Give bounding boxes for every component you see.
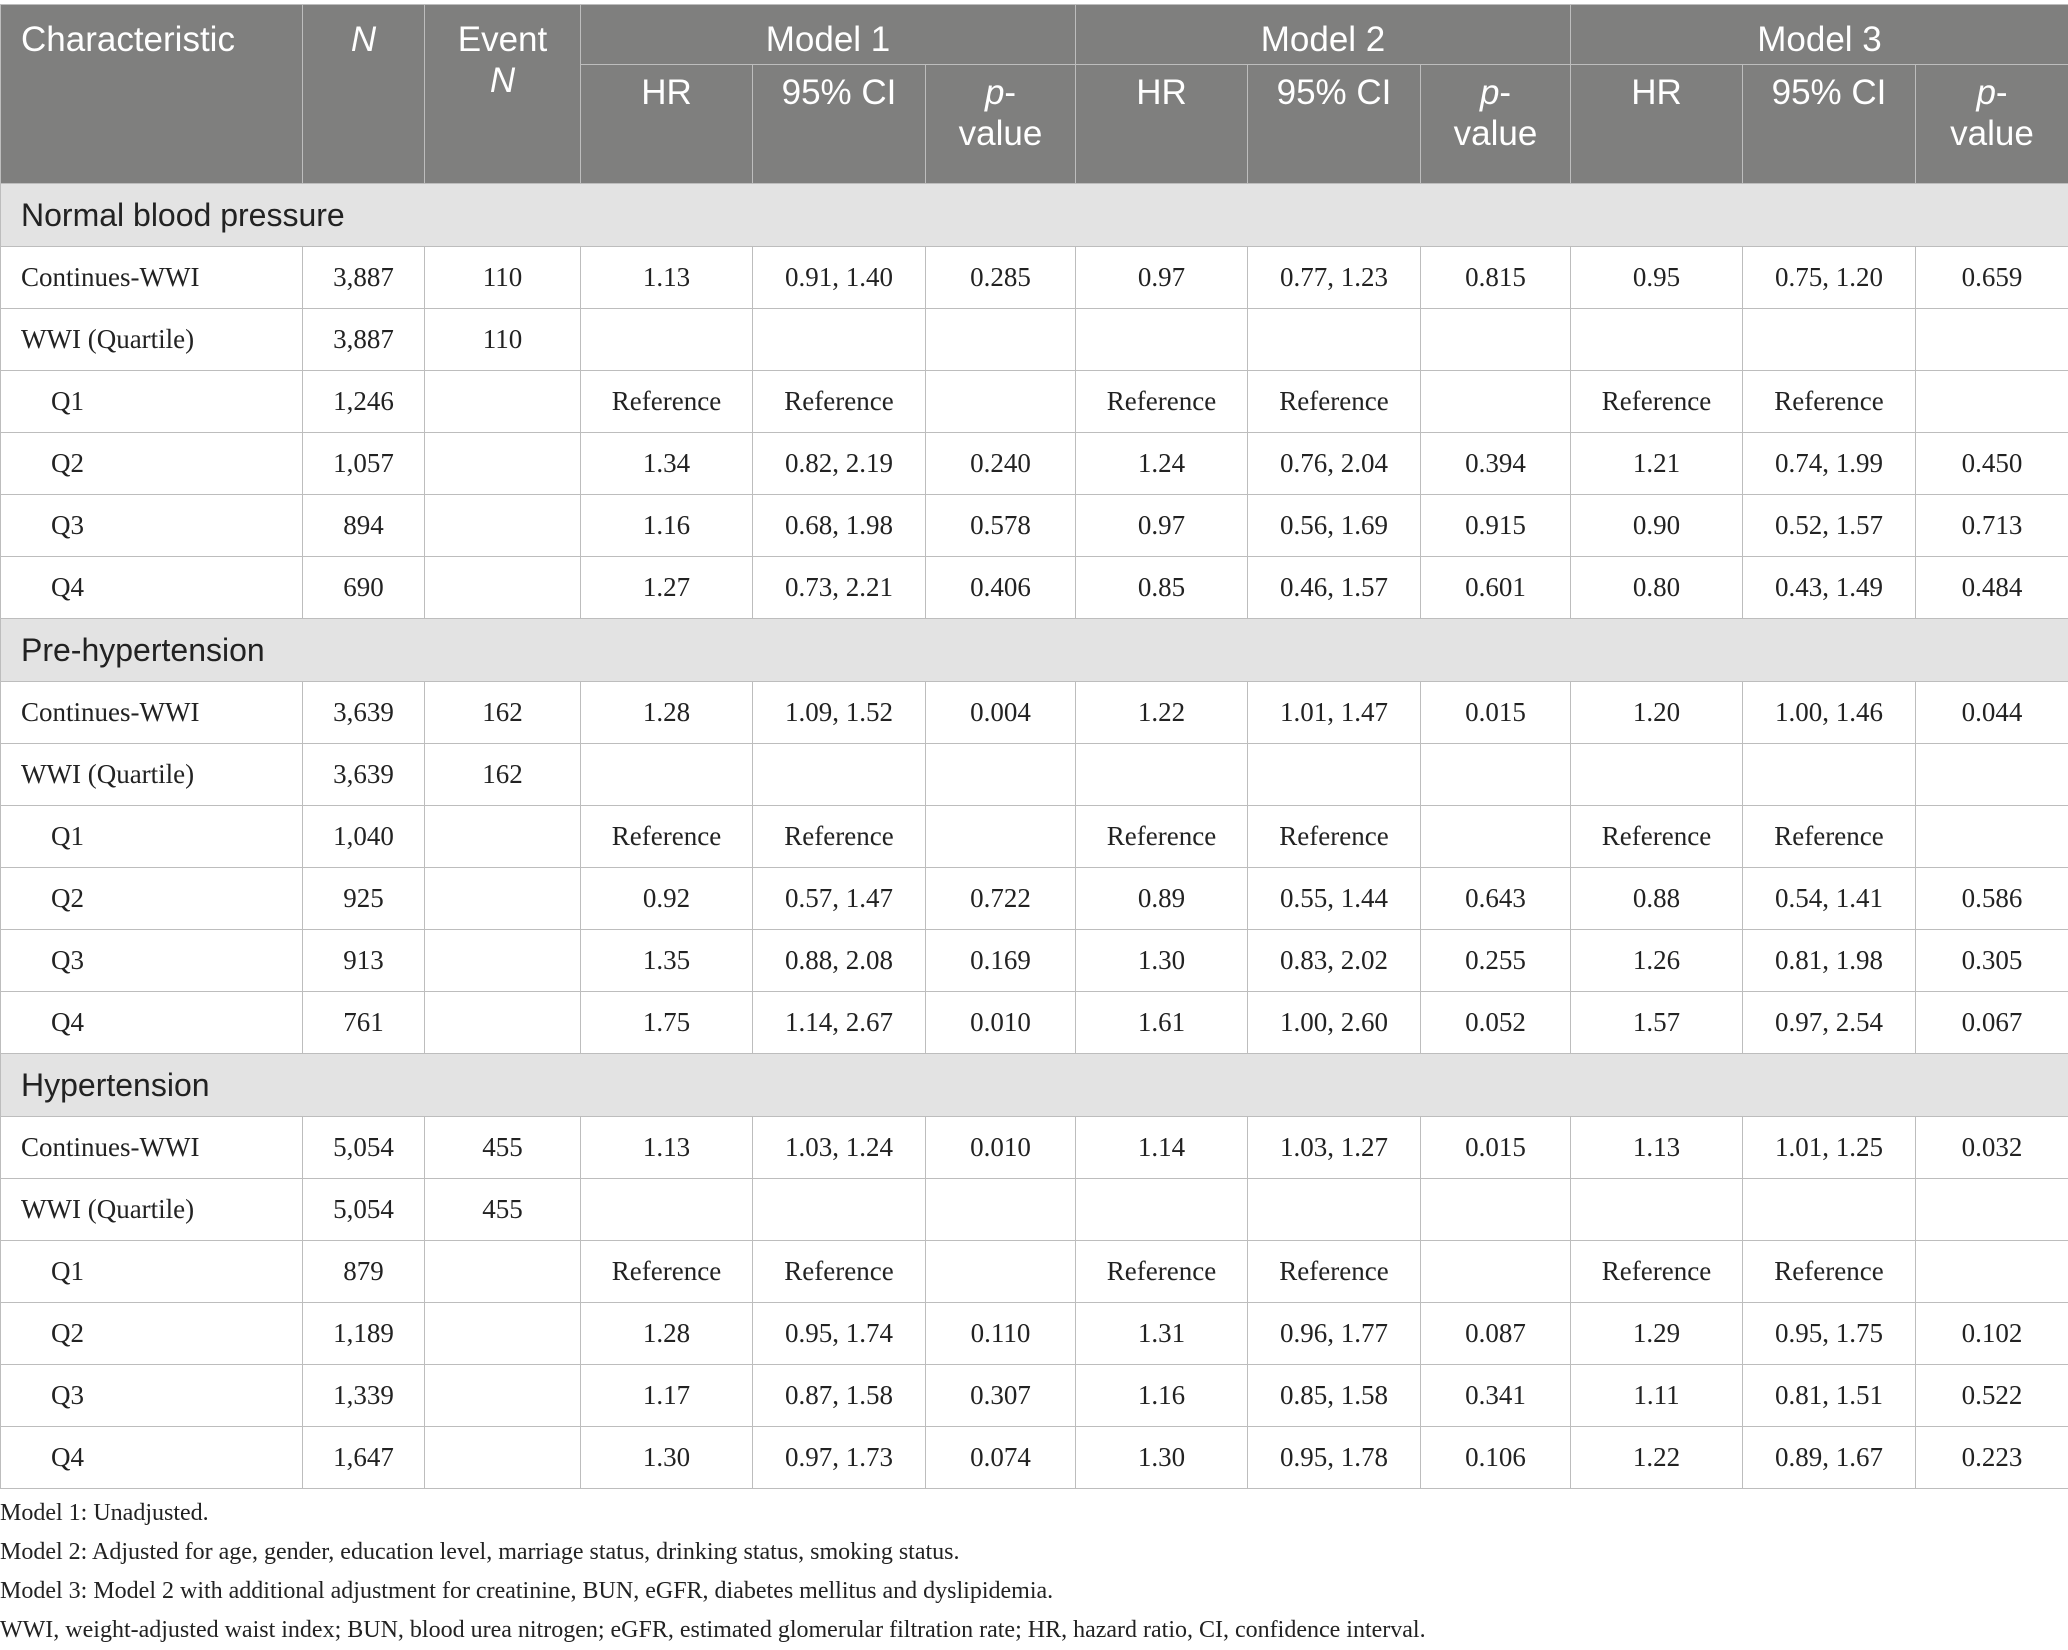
table-cell: 913: [303, 930, 425, 992]
table-row: [1, 1427, 2068, 1489]
table-cell: 1.31: [1076, 1303, 1248, 1365]
table-cell: 0.010: [926, 1117, 1076, 1179]
table-cell: 455: [425, 1179, 581, 1241]
table-cell: 1.13: [581, 247, 753, 309]
table-cell: 1.34: [581, 433, 753, 495]
table-cell: 0.169: [926, 930, 1076, 992]
table-cell: [425, 868, 581, 930]
table-cell: 0.91, 1.40: [753, 247, 926, 309]
table-cell: 0.89, 1.67: [1743, 1427, 1916, 1489]
table-cell: 1,189: [303, 1303, 425, 1365]
table-cell: 0.95, 1.78: [1248, 1427, 1421, 1489]
table-cell: 0.56, 1.69: [1248, 495, 1421, 557]
row-label: Continues-WWI: [1, 247, 303, 309]
table-cell: 0.74, 1.99: [1743, 433, 1916, 495]
table-cell: 110: [425, 247, 581, 309]
table-cell: 0.77, 1.23: [1248, 247, 1421, 309]
header-p-dash: -: [1004, 73, 1016, 112]
table-cell: 0.85, 1.58: [1248, 1365, 1421, 1427]
table-cell: [1571, 1179, 1743, 1241]
table-body: [1, 184, 2068, 1489]
table-cell: 0.044: [1916, 682, 2068, 744]
table-cell: Reference: [1571, 371, 1743, 433]
table-cell: Reference: [581, 371, 753, 433]
row-label: Q4: [1, 992, 303, 1054]
table-row: [1, 992, 2068, 1054]
table-cell: 1.24: [1076, 433, 1248, 495]
table-cell: [581, 1179, 753, 1241]
table-cell: 0.81, 1.98: [1743, 930, 1916, 992]
header-p-dash: -: [1996, 73, 2008, 112]
table-cell: 690: [303, 557, 425, 619]
table-cell: 0.915: [1421, 495, 1571, 557]
table-row: [1, 1241, 2068, 1303]
table-cell: [425, 433, 581, 495]
table-cell: [425, 495, 581, 557]
table-cell: [1248, 309, 1421, 371]
table-cell: 162: [425, 682, 581, 744]
header-characteristic: Characteristic: [1, 5, 303, 184]
table-cell: Reference: [1743, 1241, 1916, 1303]
table-cell: [425, 1241, 581, 1303]
table-cell: 0.110: [926, 1303, 1076, 1365]
header-ci: 95% CI: [1248, 65, 1421, 184]
table-cell: 1.30: [581, 1427, 753, 1489]
table-cell: 0.43, 1.49: [1743, 557, 1916, 619]
table-cell: [753, 744, 926, 806]
header-ci: 95% CI: [1743, 65, 1916, 184]
table-cell: [753, 309, 926, 371]
section-title: Pre-hypertension: [1, 619, 2068, 682]
table-cell: [1916, 806, 2068, 868]
table-row: [1, 930, 2068, 992]
table-cell: 0.54, 1.41: [1743, 868, 1916, 930]
row-label: Q1: [1, 1241, 303, 1303]
table-row: [1, 371, 2068, 433]
table-cell: [1421, 744, 1571, 806]
table-cell: Reference: [753, 806, 926, 868]
table-cell: 0.394: [1421, 433, 1571, 495]
table-cell: Reference: [753, 1241, 926, 1303]
table-cell: 894: [303, 495, 425, 557]
table-cell: 1.29: [1571, 1303, 1743, 1365]
table-cell: 1.30: [1076, 1427, 1248, 1489]
table-cell: 1.22: [1571, 1427, 1743, 1489]
table-cell: [425, 806, 581, 868]
table-cell: 1.30: [1076, 930, 1248, 992]
table-cell: 0.815: [1421, 247, 1571, 309]
table-header: [1, 5, 2068, 184]
row-label: Q2: [1, 868, 303, 930]
header-model-2: Model 2: [1076, 5, 1571, 65]
table-row: [1, 682, 2068, 744]
table-cell: [926, 1241, 1076, 1303]
table-cell: 1.21: [1571, 433, 1743, 495]
row-label: Q3: [1, 1365, 303, 1427]
table-cell: Reference: [1076, 371, 1248, 433]
table-cell: 0.223: [1916, 1427, 2068, 1489]
table-cell: [1248, 1179, 1421, 1241]
table-cell: [926, 806, 1076, 868]
row-label: Q2: [1, 433, 303, 495]
table-cell: 0.88: [1571, 868, 1743, 930]
table-cell: 455: [425, 1117, 581, 1179]
header-p-letter: p: [1480, 73, 1499, 112]
table-cell: 0.106: [1421, 1427, 1571, 1489]
table-cell: 0.255: [1421, 930, 1571, 992]
table-cell: Reference: [1248, 371, 1421, 433]
table-cell: Reference: [1248, 806, 1421, 868]
table-cell: [1916, 744, 2068, 806]
table-cell: 0.95: [1571, 247, 1743, 309]
table-cell: 110: [425, 309, 581, 371]
table-cell: [1743, 744, 1916, 806]
section-row: [1, 184, 2068, 247]
table-cell: 0.601: [1421, 557, 1571, 619]
header-model-1: Model 1: [581, 5, 1076, 65]
table-cell: 0.97: [1076, 247, 1248, 309]
table-cell: 1.16: [1076, 1365, 1248, 1427]
table-cell: Reference: [581, 806, 753, 868]
table-cell: [926, 744, 1076, 806]
table-cell: 925: [303, 868, 425, 930]
table-row: [1, 1365, 2068, 1427]
table-cell: 0.713: [1916, 495, 2068, 557]
header-hr: HR: [1571, 65, 1743, 184]
header-p-word: value: [1950, 114, 2034, 153]
table-cell: 0.87, 1.58: [753, 1365, 926, 1427]
table-cell: [1916, 1179, 2068, 1241]
table-cell: Reference: [581, 1241, 753, 1303]
table-cell: 0.074: [926, 1427, 1076, 1489]
footnote: WWI, weight-adjusted waist index; BUN, blood urea nitrogen; eGFR, estimated glomerular filtration rate; HR, hazard ratio, CI, confidence interval.: [0, 1611, 1426, 1650]
table-cell: 1.26: [1571, 930, 1743, 992]
section-row: [1, 619, 2068, 682]
row-label: Q1: [1, 806, 303, 868]
table-cell: 0.586: [1916, 868, 2068, 930]
table-cell: [1916, 371, 2068, 433]
table-cell: 1.28: [581, 1303, 753, 1365]
table-cell: 0.82, 2.19: [753, 433, 926, 495]
header-p-value: [1916, 65, 2068, 184]
table-cell: 1.11: [1571, 1365, 1743, 1427]
table-cell: Reference: [1571, 806, 1743, 868]
row-label: Q4: [1, 1427, 303, 1489]
header-event-n-text: N: [490, 61, 515, 100]
table-cell: 0.96, 1.77: [1248, 1303, 1421, 1365]
footnote: Model 3: Model 2 with additional adjustment for creatinine, BUN, eGFR, diabetes mellitus and dyslipidemia.: [0, 1572, 1426, 1611]
header-p-value: [926, 65, 1076, 184]
table-cell: [425, 371, 581, 433]
table-cell: 0.722: [926, 868, 1076, 930]
section-title: Hypertension: [1, 1054, 2068, 1117]
header-p-word: value: [959, 114, 1043, 153]
row-label: WWI (Quartile): [1, 744, 303, 806]
table-cell: [425, 930, 581, 992]
row-label: Q1: [1, 371, 303, 433]
table-cell: 1.16: [581, 495, 753, 557]
table-cell: 3,887: [303, 309, 425, 371]
table-cell: 3,639: [303, 682, 425, 744]
table-cell: 0.90: [1571, 495, 1743, 557]
header-p-letter: p: [985, 73, 1004, 112]
table-row: [1, 495, 2068, 557]
table-row: [1, 744, 2068, 806]
table-cell: [1421, 1241, 1571, 1303]
table-cell: [425, 1303, 581, 1365]
table-cell: [425, 1365, 581, 1427]
table-cell: 0.83, 2.02: [1248, 930, 1421, 992]
table-cell: 1.57: [1571, 992, 1743, 1054]
table-cell: [1076, 309, 1248, 371]
header-hr: HR: [1076, 65, 1248, 184]
table-cell: 1,040: [303, 806, 425, 868]
table-cell: 3,639: [303, 744, 425, 806]
table-cell: 1.13: [581, 1117, 753, 1179]
table-row: [1, 1117, 2068, 1179]
table-cell: 162: [425, 744, 581, 806]
row-label: Q3: [1, 930, 303, 992]
row-label: Continues-WWI: [1, 682, 303, 744]
table-cell: 0.92: [581, 868, 753, 930]
table-cell: 0.015: [1421, 682, 1571, 744]
table-cell: 0.76, 2.04: [1248, 433, 1421, 495]
footnote: Model 2: Adjusted for age, gender, education level, marriage status, drinking status, smoking status.: [0, 1533, 1426, 1572]
table-cell: 1,339: [303, 1365, 425, 1427]
table-cell: 1,057: [303, 433, 425, 495]
table-cell: [926, 1179, 1076, 1241]
header-model-3: Model 3: [1571, 5, 2068, 65]
table-cell: 1.22: [1076, 682, 1248, 744]
table-cell: 0.97: [1076, 495, 1248, 557]
table-cell: 0.522: [1916, 1365, 2068, 1427]
table-cell: 0.578: [926, 495, 1076, 557]
table-cell: Reference: [1743, 806, 1916, 868]
table-cell: 0.85: [1076, 557, 1248, 619]
table-cell: [1076, 1179, 1248, 1241]
table-row: [1, 247, 2068, 309]
table-cell: 1.00, 1.46: [1743, 682, 1916, 744]
section-row: [1, 1054, 2068, 1117]
header-ci: 95% CI: [753, 65, 926, 184]
table-cell: 0.052: [1421, 992, 1571, 1054]
table-cell: 0.95, 1.74: [753, 1303, 926, 1365]
table-cell: 0.450: [1916, 433, 2068, 495]
table-cell: 1.17: [581, 1365, 753, 1427]
results-table: [0, 4, 2068, 1489]
table-cell: 0.57, 1.47: [753, 868, 926, 930]
table-cell: [1743, 309, 1916, 371]
table-cell: [581, 309, 753, 371]
header-p-dash: -: [1499, 73, 1511, 112]
table-cell: 5,054: [303, 1179, 425, 1241]
table-footnotes: [0, 1494, 1426, 1650]
table-cell: 1.75: [581, 992, 753, 1054]
table-cell: 1.27: [581, 557, 753, 619]
table-cell: 5,054: [303, 1117, 425, 1179]
header-p-word: value: [1454, 114, 1538, 153]
table-cell: 0.484: [1916, 557, 2068, 619]
table-cell: 1.14: [1076, 1117, 1248, 1179]
table-cell: 761: [303, 992, 425, 1054]
table-cell: 0.75, 1.20: [1743, 247, 1916, 309]
table-cell: 879: [303, 1241, 425, 1303]
table-cell: 0.89: [1076, 868, 1248, 930]
table-cell: [1916, 1241, 2068, 1303]
row-label: WWI (Quartile): [1, 1179, 303, 1241]
table-cell: 0.95, 1.75: [1743, 1303, 1916, 1365]
row-label: Q4: [1, 557, 303, 619]
table-cell: [1421, 371, 1571, 433]
header-p-value: [1421, 65, 1571, 184]
table-cell: 0.087: [1421, 1303, 1571, 1365]
table-cell: [753, 1179, 926, 1241]
table-cell: 0.73, 2.21: [753, 557, 926, 619]
table-row: [1, 868, 2068, 930]
table-cell: 0.97, 2.54: [1743, 992, 1916, 1054]
table-cell: 1.14, 2.67: [753, 992, 926, 1054]
table-cell: 1.61: [1076, 992, 1248, 1054]
row-label: Q2: [1, 1303, 303, 1365]
table-cell: [1916, 309, 2068, 371]
table-cell: [1248, 744, 1421, 806]
table-cell: Reference: [1571, 1241, 1743, 1303]
row-label: WWI (Quartile): [1, 309, 303, 371]
header-event-text: Event: [458, 20, 548, 59]
header-n: [303, 5, 425, 184]
table-row: [1, 1303, 2068, 1365]
table-cell: 1.13: [1571, 1117, 1743, 1179]
header-event-n: [425, 5, 581, 184]
table-cell: 0.55, 1.44: [1248, 868, 1421, 930]
table-cell: [1421, 1179, 1571, 1241]
table-row: [1, 806, 2068, 868]
table-cell: 0.004: [926, 682, 1076, 744]
table-cell: 0.80: [1571, 557, 1743, 619]
table-cell: 1,647: [303, 1427, 425, 1489]
table-cell: [1076, 744, 1248, 806]
table-row: [1, 433, 2068, 495]
table-cell: 0.015: [1421, 1117, 1571, 1179]
table-cell: Reference: [1076, 806, 1248, 868]
table-cell: 1.09, 1.52: [753, 682, 926, 744]
table-cell: [1421, 309, 1571, 371]
header-n-text: N: [351, 20, 376, 59]
table-cell: 0.032: [1916, 1117, 2068, 1179]
table-cell: [425, 992, 581, 1054]
table-cell: [1571, 309, 1743, 371]
table-cell: 1.01, 1.47: [1248, 682, 1421, 744]
table-cell: Reference: [1076, 1241, 1248, 1303]
table-cell: 0.46, 1.57: [1248, 557, 1421, 619]
table-cell: 1.00, 2.60: [1248, 992, 1421, 1054]
table-cell: 1,246: [303, 371, 425, 433]
table-cell: 1.01, 1.25: [1743, 1117, 1916, 1179]
table-cell: 0.307: [926, 1365, 1076, 1427]
table-cell: 0.643: [1421, 868, 1571, 930]
table-cell: 1.28: [581, 682, 753, 744]
table-cell: 1.20: [1571, 682, 1743, 744]
table-cell: 0.285: [926, 247, 1076, 309]
table-cell: [1743, 1179, 1916, 1241]
section-title: Normal blood pressure: [1, 184, 2068, 247]
header-p-letter: p: [1976, 73, 1995, 112]
table-cell: 0.305: [1916, 930, 2068, 992]
table-cell: 0.68, 1.98: [753, 495, 926, 557]
table-cell: Reference: [753, 371, 926, 433]
table-cell: [425, 557, 581, 619]
table-cell: 0.659: [1916, 247, 2068, 309]
table-cell: 3,887: [303, 247, 425, 309]
table-cell: 0.341: [1421, 1365, 1571, 1427]
table-cell: 1.35: [581, 930, 753, 992]
header-hr: HR: [581, 65, 753, 184]
table-cell: 0.240: [926, 433, 1076, 495]
table-cell: 0.067: [1916, 992, 2068, 1054]
table-cell: 1.03, 1.24: [753, 1117, 926, 1179]
table-cell: 1.03, 1.27: [1248, 1117, 1421, 1179]
table-cell: Reference: [1743, 371, 1916, 433]
table-cell: [1421, 806, 1571, 868]
row-label: Continues-WWI: [1, 1117, 303, 1179]
table-cell: 0.010: [926, 992, 1076, 1054]
row-label: Q3: [1, 495, 303, 557]
table-cell: 0.406: [926, 557, 1076, 619]
table-cell: [926, 309, 1076, 371]
table-cell: 0.102: [1916, 1303, 2068, 1365]
table-cell: [425, 1427, 581, 1489]
table-cell: 0.88, 2.08: [753, 930, 926, 992]
table-row: [1, 1179, 2068, 1241]
table-cell: 0.52, 1.57: [1743, 495, 1916, 557]
table-cell: [1571, 744, 1743, 806]
table-cell: [581, 744, 753, 806]
footnote: Model 1: Unadjusted.: [0, 1494, 1426, 1533]
table-row: [1, 557, 2068, 619]
table-cell: Reference: [1248, 1241, 1421, 1303]
table-cell: 0.81, 1.51: [1743, 1365, 1916, 1427]
table-cell: [926, 371, 1076, 433]
table-row: [1, 309, 2068, 371]
table-cell: 0.97, 1.73: [753, 1427, 926, 1489]
